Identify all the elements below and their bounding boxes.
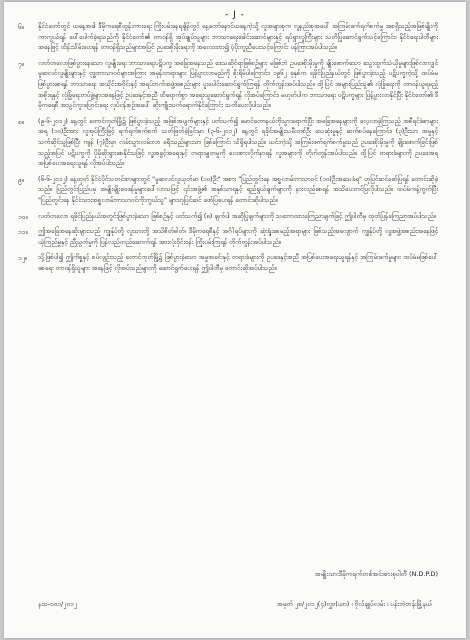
document-page: [4, 2, 466, 638]
paragraph-number: ၆။: [18, 23, 24, 31]
paragraph-text: နိုင်ငံတော်တွင် ယနေ့အခါ ဒီမိုကရေစီထွန်းကားရေး ကြိုးပမ်းနေရချိန်တွင် နေ့တော်နောင်ယနေ့ကဲ့သို့ လူအများစုက လူနည်းစုအပေါ် အကြမ်းဖက်ရက်စက်မှု အစရှိသည့်အဖြစ်မျိုးကို ကာကွယ်ရန် ပေါ်ပေါက်ခဲ့ရသည်ကို နိုင်ငံတော်၏ တာဝန်ရှိ အုပ်ချုပ်သူများ ဘာသာရေးခေါင်းဆောင်များနှင့် ရပ်ရွာလူကြီးများ သတိပြုဆောင်ရွက်သင့်ကြောင်း၊ နိုင်ငံရေးပါတီများအနေဖြင့် ထိန်းသိမ်းပေးရန် တာဝန်ရှိသည်များအပြင် ဉပဒေစိုးမိုးရေးကို အလေးထား၍ ပံ့ပိုးကူညီပေးသင့်ကြောင်း ပန်ကြားအပ်ပါသည်။: [38, 23, 438, 52]
paragraph-number: ၈။: [18, 117, 24, 126]
page-number: - J -: [225, 10, 245, 20]
paragraph-10: [18, 212, 438, 223]
paragraph-number: ၁၁။: [18, 228, 28, 237]
reference-number: နသ-၀၀၁/၂၀၁၂: [38, 600, 77, 608]
paragraph-number: ၁၀။: [18, 212, 28, 221]
paragraph-6: [18, 22, 438, 54]
signature-line: အမျိုးသားဒီမိုကရက်တစ်အင်အားစုပါတီ (N.D.P.D): [314, 570, 438, 578]
paragraph-number: ၇။: [18, 59, 24, 68]
paragraph-number: ၁၂။: [18, 254, 27, 263]
document-body: [18, 22, 438, 279]
address-date: အမှတ် ၂၈/၂၀၁၂(၄)လွှာ(ယာ) ၊ ဗိုလ်ချုပ်လမ်း ၊ ပန်းဘဲတန်းမြို့နယ်: [276, 600, 432, 608]
paragraph-number: ၉။: [18, 175, 24, 184]
paragraph-text: လတ်တလောဖြစ်ပွားနေသော လူမျိုးရေး ဘာသာရေးပဋိပက္ခ အခြေအနေသည် ဒေသဆိုင်ရာဖြစ်စဉ်များ မဖြစ်ဘဲ ဥပဒေစိုးမိုးမှုကို ချိုးဖောက်သော သွေးထွက်သံယိုမှုများဖြစ်လာလျှင် မူဆလင်လူမျိုးများနှင့် ဗုဒ္ဓဘာသာဝင်များအကြား အမုန်းတရားများ ပြန့်ပွားလာမည်ကို စိုးရိမ်ပါကြောင်း၊ ၁၉၆၂ ခုနှစ်က ရခိုင်ပြည်နယ်တွင် ဖြစ်ပွားခဲ့သည့် ပဋိပက္ခကဲ့သို့ ထပ်မံမဖြစ်ပွားစေရန် ဘာသာရေး အသိုင်းအဝိုင်းနှင့် အရပ်ဘက်အဖွဲ့အစည်းများ ပူးပေါင်းဆောင်ရွက်ကြရန် တိုက်တွန်းအပ်ပါသည်။ ထို့ပြင် အများပြည်သူ၏ လုံခြုံရေးကို တာဝန်ယူရမည့် အစိုးရနှင့် လုံခြုံရေးတပ်ဖွဲ့များအနေဖြင့် ဥပဒေနှင့်အညီ ထိရောက်စွာ အရေးယူဆောင်ရွက်ရန် လိုအပ်ကြောင်း၊ မဟုတ်ပါက ဘာသာရေး ပဋိပက္ခများ ပြန့်ပွားလာနိုင်ပြီး နိုင်ငံတော်၏ ဒီမိုကရေစီ အသွင်ကူးပြောင်းရေး လုပ်ငန်းစဉ်အပေါ် ဆိုးကျိုးသက်ရောက်နိုင်ကြောင်း သတိပေးလိုပါသည်။: [38, 59, 438, 110]
paragraph-7: [18, 59, 438, 112]
paragraph-8: [18, 117, 438, 170]
reference-row: [38, 600, 438, 610]
paragraph-text: (၉-၆-၂၀၁၂) နေ့တွင် တောင်ကုတ်မြို့၌ ဖြစ်ပွားခဲ့သည့် အဖြစ်အပျက်များနှင့် ပတ်သက်၍ မောင်တောနယ်ကိုသွားရောက်ပြီး အခြေအနေများကို လေ့လာခဲ့ကြသည့် အစီရင်ခံစာများအရ (၁၀)ဦးအား လူအုပ်ကြီးဖြင့် ရက်ရက်စက်စက် သတ်ဖြတ်ခဲ့ခြင်းမှာ (၃-၆-၂၀၁၂) နေ့တွင် ရခိုင်အမျိုးသမီးတစ်ဦး သေဆုံးမှုနှင့် ဆက်စပ်နေကြောင်း၊ (၃)ဦးသာ အမှုနှင့်သက်ဆိုင်သူဖြစ်ပြီး ကျန် (၇)ဦးမှာ လမ်းသွားလမ်းလာ ခရီးသည်များသာ ဖြစ်ကြောင်း သိရှိရပါသည်။ ယင်းကဲ့သို့ အကြမ်းဖက်ရက်စက်မှုသည် ဥပဒေစိုးမိုးမှုကို ချိုးဖောက်ခြင်းဖြစ်သည့်အပြင် ပဋိပက္ခကို ပိုမိုဆိုးရွားစေနိုင်သဖြင့် လူ့အခွင့်အရေးနှင့် တရားမျှတမှုကို လေးစားလိုက်နာရန် လူအများကို တိုက်တွန်းအပ်ပါသည်။ ထို့ပြင် တရားခံများကို ဥပဒေအရ အပြစ်ပေးအရေးယူရန် လိုအပ်ပါသည်။: [38, 117, 438, 168]
paragraph-11: [18, 227, 438, 248]
paragraph-text: သို့ဖြစ်ပါ၍ ဤကိစ္စနှင့် စပ်လျဉ်းသည့် တောင်ကုတ်မြို့၌ ဖြစ်ပွားခဲ့သော အမှုအခင်းနှင့် တရားခံများကို ဥပဒေနှင့်အညီ အပြစ်ပေးအရေးယူရန်နှင့် အကြမ်းဖက်မှုများ ထပ်မံမဖြစ်ပေါ်စေရေး တာဝန်ရှိသူများ အနေဖြင့် လိုအပ်သည်များကို ဆောင်ရွက်ပေးရန် ဤပါတီမှ တောင်းဆိုအပ်ပါသည်။: [38, 254, 438, 272]
paragraph-text: ဤအခြေအနေဆိုးများသည် ကျွန်ုပ်တို့ လူသားတို့ အသိစိတ်ဓါတ်၊ ဒီမိုကရေစီနှင့် အင်္ဂါရပ်များကို ဆုံးရှုံးစေမည့်အရာများ ဖြစ်သည့်အလျောက် ကျွန်ုပ်တို့ လူ့အဖွဲ့အစည်းအနေဖြင့် ယုံကြည်မှုနှင့် ညီညွတ်မှုကို ပြန်လည်တည်ဆောက်ရန် အားလုံးဝိုင်းဝန်း ကြိုးပမ်းကြရန် တိုက်တွန်းအပ်ပါသည်။: [38, 228, 438, 246]
paragraph-12: [18, 253, 438, 274]
paragraph-text: လတ်တလော ရခိုင်ပြည်နယ်အတွင်းဖြစ်ပွားခဲ့သော ဖြစ်စဉ်နှင့် ပတ်သက်၍ (၈) ချက်ပါ အဆိုပြုချက်များကို သဘောထားကြေညာချက်ဖြင့် ဤပါတီမှ ထုတ်ပြန်ကြေညာအပ်ပါသည်။: [38, 212, 436, 220]
paragraph-text: (၆-၆-၂၀၁၂) နေ့ထုတ် နိုင်ငံပိုင်သတင်းစာများတွင် "မူဆလင်လူယုတ်မာ (၁၀)ဦး" အစား "ပြည်တွင်းနေ အစ္စလာမ်ဘာသာဝင် (၁၀)ဦးအသေခံရ" ဟုပြင်ဆင်ဖော်ပြရန် တောင်းဆိုခဲ့သည်။ ပြည်တွင်းပြည်ပမှ အမျိုးမျိုးဝေဖန်မှုများပေါ်လာသဖြင့် ၎င်းအဖွဲ့၏ အနှစ်သာရနှင့် ရည်ရွယ်ချက်များကို နားလည်စေရန် အသိပေးတင်ပြလိုပါသည်။ ထပ်မံကန့်ကွက်ပြီး "ပြည်တွင်းနေ နိုင်ငံသားအစ္စလာမ်ဘာသာဝင်ကိုးကွယ်သူ" များဟုပြင်ဆင် ဖော်ပြပေးရန် တောင်းဆိုပါသည်။: [38, 175, 438, 204]
paragraph-9: [18, 175, 438, 207]
